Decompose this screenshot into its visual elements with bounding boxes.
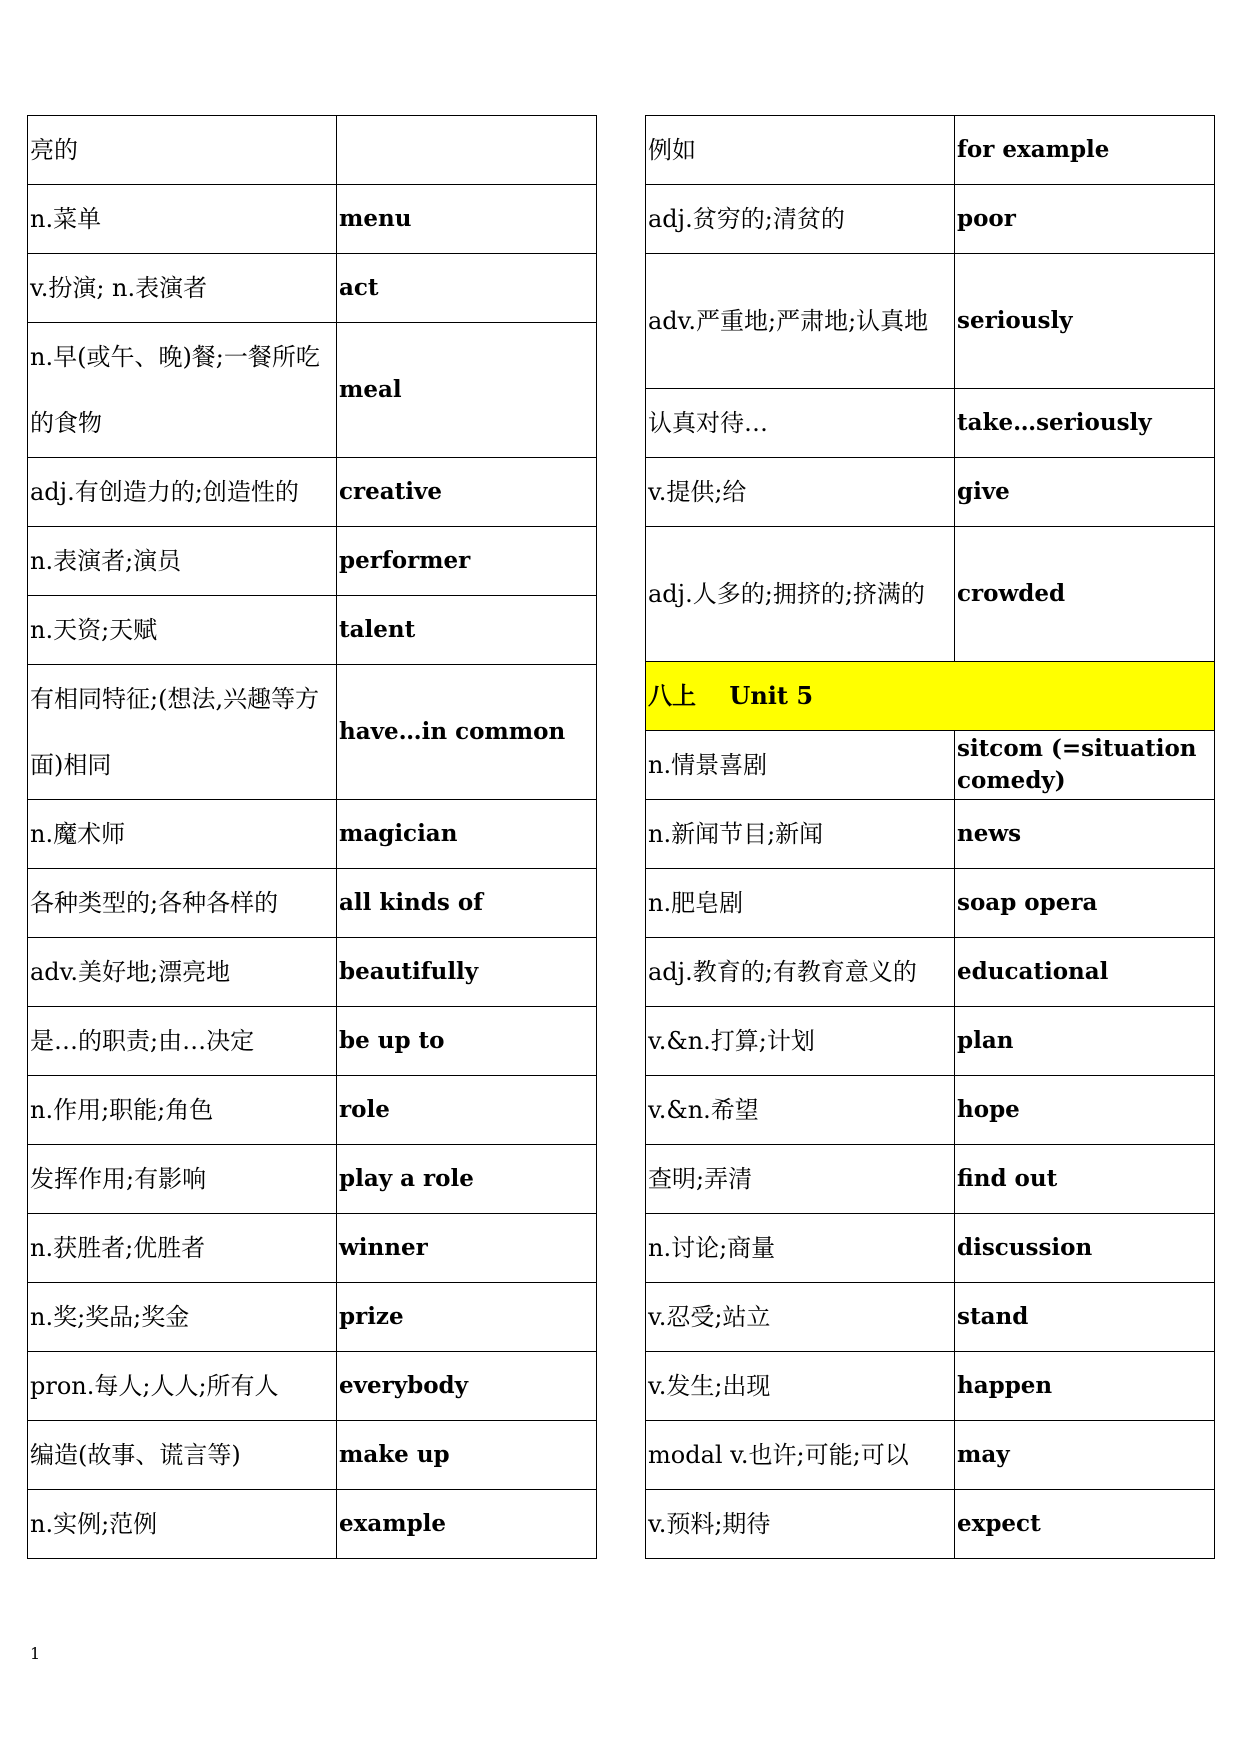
english-word: seriously bbox=[955, 254, 1215, 389]
english-word: creative bbox=[337, 458, 597, 527]
chinese-meaning: n.菜单 bbox=[28, 185, 337, 254]
chinese-meaning: v.发生;出现 bbox=[646, 1352, 955, 1421]
chinese-meaning: v.忍受;站立 bbox=[646, 1283, 955, 1352]
chinese-meaning: pron.每人;人人;所有人 bbox=[28, 1352, 337, 1421]
english-word: take…seriously bbox=[955, 389, 1215, 458]
table-row bbox=[646, 1145, 1215, 1214]
english-word: news bbox=[955, 800, 1215, 869]
english-word: soap opera bbox=[955, 869, 1215, 938]
chinese-meaning: v.提供;给 bbox=[646, 458, 955, 527]
table-row bbox=[28, 938, 597, 1007]
english-word: example bbox=[337, 1490, 597, 1559]
english-word: prize bbox=[337, 1283, 597, 1352]
english-word: expect bbox=[955, 1490, 1215, 1559]
table-row bbox=[28, 596, 597, 665]
english-word: all kinds of bbox=[337, 869, 597, 938]
table-row bbox=[646, 1490, 1215, 1559]
chinese-meaning: adj.有创造力的;创造性的 bbox=[28, 458, 337, 527]
chinese-meaning: n.表演者;演员 bbox=[28, 527, 337, 596]
chinese-meaning: 编造(故事、谎言等) bbox=[28, 1421, 337, 1490]
chinese-meaning: adj.贫穷的;清贫的 bbox=[646, 185, 955, 254]
chinese-meaning: n.早(或午、晚)餐;一餐所吃的食物 bbox=[28, 323, 337, 458]
table-row bbox=[646, 869, 1215, 938]
chinese-meaning: n.作用;职能;角色 bbox=[28, 1076, 337, 1145]
chinese-meaning: n.魔术师 bbox=[28, 800, 337, 869]
table-row bbox=[28, 116, 597, 185]
english-word: crowded bbox=[955, 527, 1215, 662]
table-row bbox=[28, 185, 597, 254]
chinese-meaning: 亮的 bbox=[28, 116, 337, 185]
chinese-meaning: n.奖;奖品;奖金 bbox=[28, 1283, 337, 1352]
chinese-meaning: adv.严重地;严肃地;认真地 bbox=[646, 254, 955, 389]
english-word: may bbox=[955, 1421, 1215, 1490]
english-word: sitcom (=situation comedy) bbox=[955, 731, 1215, 800]
chinese-meaning: n.情景喜剧 bbox=[646, 731, 955, 800]
english-word: happen bbox=[955, 1352, 1215, 1421]
chinese-meaning: 查明;弄清 bbox=[646, 1145, 955, 1214]
english-word: performer bbox=[337, 527, 597, 596]
chinese-meaning: n.天资;天赋 bbox=[28, 596, 337, 665]
table-row bbox=[28, 1490, 597, 1559]
page-number: 1 bbox=[30, 1644, 41, 1663]
english-word: give bbox=[955, 458, 1215, 527]
left-vocab-table bbox=[27, 115, 597, 1559]
chinese-meaning: 例如 bbox=[646, 116, 955, 185]
chinese-meaning: 各种类型的;各种各样的 bbox=[28, 869, 337, 938]
table-row bbox=[646, 1076, 1215, 1145]
english-word: discussion bbox=[955, 1214, 1215, 1283]
chinese-meaning: 有相同特征;(想法,兴趣等方面)相同 bbox=[28, 665, 337, 800]
chinese-meaning: v.预料;期待 bbox=[646, 1490, 955, 1559]
english-word: act bbox=[337, 254, 597, 323]
english-word: magician bbox=[337, 800, 597, 869]
chinese-meaning: 认真对待… bbox=[646, 389, 955, 458]
chinese-meaning: n.新闻节目;新闻 bbox=[646, 800, 955, 869]
unit-header-row bbox=[646, 662, 1215, 731]
english-word: meal bbox=[337, 323, 597, 458]
table-row bbox=[28, 869, 597, 938]
table-row bbox=[646, 1283, 1215, 1352]
english-word: plan bbox=[955, 1007, 1215, 1076]
table-row bbox=[28, 1283, 597, 1352]
table-row bbox=[28, 1007, 597, 1076]
table-row bbox=[646, 731, 1215, 800]
english-word: hope bbox=[955, 1076, 1215, 1145]
table-row bbox=[28, 665, 597, 800]
table-row bbox=[646, 458, 1215, 527]
english-word: role bbox=[337, 1076, 597, 1145]
english-word: for example bbox=[955, 116, 1215, 185]
english-word: play a role bbox=[337, 1145, 597, 1214]
chinese-meaning: n.实例;范例 bbox=[28, 1490, 337, 1559]
chinese-meaning: adv.美好地;漂亮地 bbox=[28, 938, 337, 1007]
table-row bbox=[646, 116, 1215, 185]
table-row bbox=[28, 1421, 597, 1490]
table-row bbox=[28, 1076, 597, 1145]
chinese-meaning: 是…的职责;由…决定 bbox=[28, 1007, 337, 1076]
english-word: winner bbox=[337, 1214, 597, 1283]
chinese-meaning: n.讨论;商量 bbox=[646, 1214, 955, 1283]
chinese-meaning: adj.人多的;拥挤的;挤满的 bbox=[646, 527, 955, 662]
chinese-meaning: 发挥作用;有影响 bbox=[28, 1145, 337, 1214]
table-row bbox=[646, 254, 1215, 389]
english-word: have…in common bbox=[337, 665, 597, 800]
english-word: educational bbox=[955, 938, 1215, 1007]
table-row bbox=[28, 1145, 597, 1214]
right-vocab-table bbox=[645, 115, 1215, 1559]
english-word: be up to bbox=[337, 1007, 597, 1076]
table-row bbox=[28, 800, 597, 869]
english-word: beautifully bbox=[337, 938, 597, 1007]
english-word bbox=[337, 116, 597, 185]
chinese-meaning: v.&n.打算;计划 bbox=[646, 1007, 955, 1076]
english-word: make up bbox=[337, 1421, 597, 1490]
table-row bbox=[28, 527, 597, 596]
table-row bbox=[646, 1421, 1215, 1490]
table-row bbox=[646, 185, 1215, 254]
table-row bbox=[28, 1352, 597, 1421]
chinese-meaning: n.获胜者;优胜者 bbox=[28, 1214, 337, 1283]
table-row bbox=[28, 1214, 597, 1283]
english-word: menu bbox=[337, 185, 597, 254]
english-word: find out bbox=[955, 1145, 1215, 1214]
chinese-meaning: adj.教育的;有教育意义的 bbox=[646, 938, 955, 1007]
chinese-meaning: n.肥皂剧 bbox=[646, 869, 955, 938]
table-row bbox=[28, 458, 597, 527]
table-row bbox=[646, 1352, 1215, 1421]
english-word: talent bbox=[337, 596, 597, 665]
table-row bbox=[646, 938, 1215, 1007]
table-row bbox=[28, 254, 597, 323]
english-word: stand bbox=[955, 1283, 1215, 1352]
table-row bbox=[646, 800, 1215, 869]
table-row bbox=[646, 527, 1215, 662]
table-row bbox=[28, 323, 597, 458]
chinese-meaning: v.扮演; n.表演者 bbox=[28, 254, 337, 323]
unit-header: 八上 Unit 5 bbox=[646, 662, 1215, 731]
table-row bbox=[646, 389, 1215, 458]
table-row bbox=[646, 1214, 1215, 1283]
chinese-meaning: v.&n.希望 bbox=[646, 1076, 955, 1145]
english-word: everybody bbox=[337, 1352, 597, 1421]
english-word: poor bbox=[955, 185, 1215, 254]
table-row bbox=[646, 1007, 1215, 1076]
chinese-meaning: modal v.也许;可能;可以 bbox=[646, 1421, 955, 1490]
